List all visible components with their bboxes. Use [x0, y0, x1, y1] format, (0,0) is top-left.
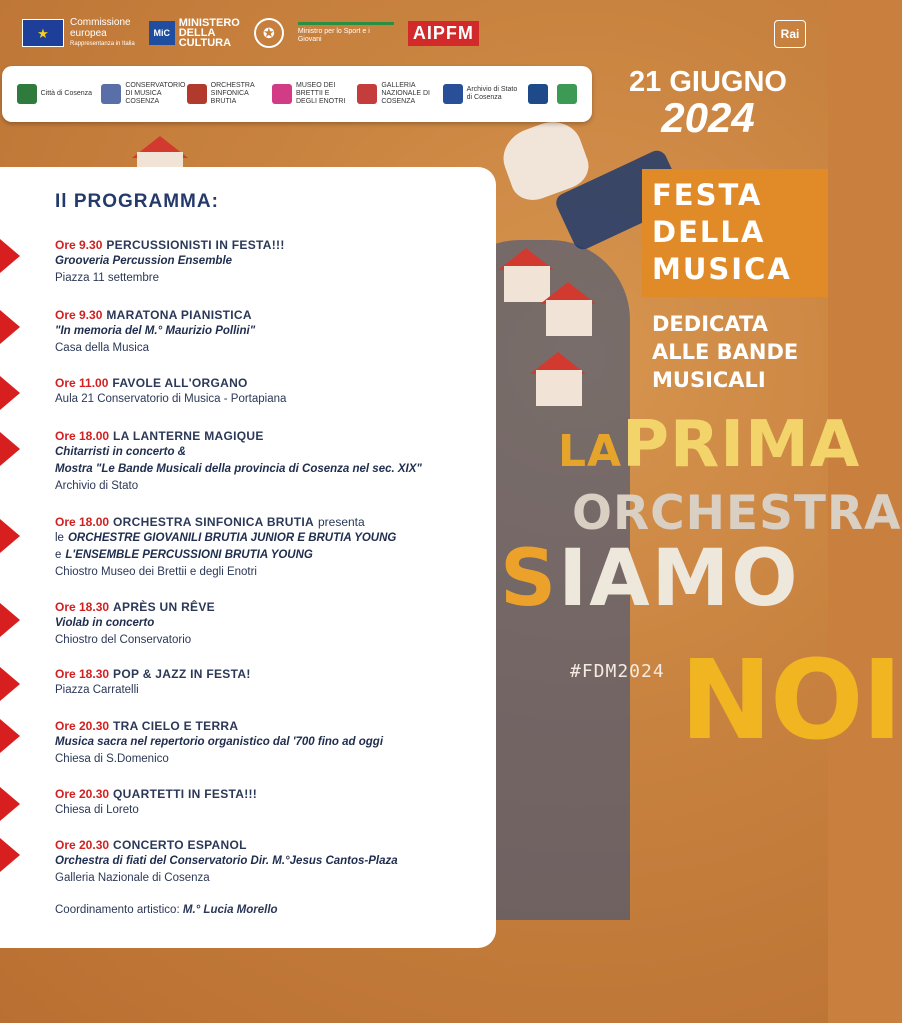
festa-title-line: MUSICA [652, 252, 792, 286]
program-title: Il PROGRAMMA: [55, 191, 219, 212]
event-title: TRA CIELO E TERRA [113, 719, 239, 733]
program-panel [0, 167, 496, 948]
partner-logo-text: GALLERIA NAZIONALE DI COSENZA [381, 82, 430, 105]
event-title: ORCHESTRA SINFONICA BRUTIA [113, 515, 314, 529]
event-venue: Casa della Musica [55, 342, 149, 354]
house-illustration [546, 300, 592, 336]
event-description-text: Violab in concerto [55, 617, 155, 629]
event-time: Ore 20.30 [55, 787, 110, 801]
partner-logo-mark [17, 84, 37, 104]
house-illustration [536, 370, 582, 406]
partner-logo [17, 84, 92, 104]
event-item [55, 237, 485, 287]
event-description-prefix: le [55, 532, 64, 544]
event-header [55, 307, 485, 323]
event-item [55, 599, 485, 649]
event-title: POP & JAZZ IN FESTA! [113, 667, 251, 681]
rai-logo: Rai [774, 20, 806, 48]
event-header [55, 599, 485, 615]
slogan-s: S [500, 534, 559, 624]
partner-logo-mark [357, 84, 377, 104]
event-time: Ore 18.30 [55, 600, 110, 614]
coordination-label: Coordinamento artistico: [55, 904, 180, 916]
mic-logo [149, 18, 240, 48]
partner-logo-text: Archivio di Stato di Cosenza [466, 86, 518, 101]
event-marker-arrow [0, 667, 20, 701]
event-description-prefix: e [55, 549, 62, 561]
event-title: FAVOLE ALL'ORGANO [112, 376, 248, 390]
event-title-suffix: presenta [317, 515, 365, 529]
event-description [55, 461, 485, 478]
event-item [55, 428, 485, 495]
partner-logos-bar [2, 66, 592, 122]
event-description [55, 444, 485, 461]
partner-logo-mark [557, 84, 577, 104]
event-time: Ore 9.30 [55, 308, 103, 322]
event-description-text: Musica sacra nel repertorio organistico dal '700 fino ad oggi [55, 736, 384, 748]
mic-logo-text: MINISTERO [178, 17, 240, 29]
coordination-name: M.° Lucia Morello [182, 904, 278, 916]
event-time: Ore 18.30 [55, 667, 110, 681]
event-header [55, 237, 485, 253]
event-description [55, 547, 485, 564]
partner-logo [187, 82, 263, 106]
partner-logo-mark [101, 84, 121, 104]
slogan-orchestra: ORCHESTRA [572, 486, 902, 541]
event-year: 2024 [661, 94, 755, 141]
partner-logo [443, 84, 519, 104]
event-marker-arrow [0, 376, 20, 410]
event-description [55, 323, 485, 340]
partner-logo [357, 82, 433, 106]
partner-logo-mark [443, 84, 463, 104]
event-venue: Aula 21 Conservatorio di Musica - Portapiana [55, 393, 287, 405]
event-header [55, 666, 485, 682]
event-description-text: ORCHESTRE GIOVANILI BRUTIA JUNIOR E BRUTIA YOUNG [67, 532, 397, 544]
mic-logo-text: DELLA [178, 27, 216, 39]
event-marker-arrow [0, 603, 20, 637]
event-item [55, 666, 485, 699]
festa-title-line: FESTA [652, 178, 763, 212]
event-venue: Galleria Nazionale di Cosenza [55, 872, 210, 884]
event-item [55, 786, 485, 819]
dedication-line: ALLE BANDE [652, 340, 799, 364]
event-item [55, 375, 485, 408]
partner-logo-text: Città di Cosenza [40, 90, 93, 97]
event-marker-arrow [0, 519, 20, 553]
event-time: Ore 20.30 [55, 838, 110, 852]
event-venue: Chiostro del Conservatorio [55, 634, 192, 646]
slogan-prima: PRIMA [622, 408, 861, 482]
event-description [55, 734, 485, 751]
partner-logo [557, 84, 577, 104]
slogan-noi: NOI [680, 636, 901, 764]
event-description-text: L'ENSEMBLE PERCUSSIONI BRUTIA YOUNG [65, 549, 313, 561]
event-description-text: Grooveria Percussion Ensemble [55, 255, 233, 267]
event-time: Ore 18.00 [55, 515, 110, 529]
italian-republic-emblem-icon: ✪ [254, 18, 284, 48]
sport-ministry-logo: Ministro per lo Sport e i Giovani [298, 22, 394, 44]
event-venue: Archivio di Stato [55, 480, 139, 492]
festa-della-musica-box [642, 169, 828, 297]
event-description [55, 253, 485, 270]
eu-logo-subtext: Rappresentanza in Italia [70, 40, 135, 47]
event-title: MARATONA PIANISTICA [106, 308, 252, 322]
slogan-iamo: IAMO [558, 534, 800, 624]
event-header [55, 375, 485, 391]
event-description [55, 615, 485, 632]
event-header [55, 837, 485, 853]
partner-logo [272, 82, 348, 106]
event-marker-arrow [0, 432, 20, 466]
partner-logo-text: ORCHESTRA SINFONICA BRUTIA [210, 82, 255, 105]
coordination [55, 904, 278, 916]
mic-logo-text: CULTURA [178, 37, 232, 49]
event-item [55, 307, 485, 357]
event-title: APRÈS UN RÊVE [113, 600, 215, 614]
event-item [55, 718, 485, 768]
event-venue: Piazza 11 settembre [55, 272, 159, 284]
event-venue: Piazza Carratelli [55, 684, 139, 696]
event-header [55, 786, 485, 802]
event-time: Ore 9.30 [55, 238, 103, 252]
partner-logo-text: MUSEO DEI BRETTII E DEGLI ENOTRI [296, 82, 346, 105]
event-marker-arrow [0, 719, 20, 753]
aipfm-logo: AIPFM [408, 21, 479, 46]
hashtag: #FDM2024 [570, 661, 665, 682]
event-description [55, 530, 485, 547]
event-marker-arrow [0, 838, 20, 872]
event-header [55, 718, 485, 734]
partner-logo [101, 82, 186, 106]
dedication-text [652, 310, 798, 394]
event-header [55, 514, 485, 530]
eu-flag-icon: ★ [22, 19, 64, 47]
dedication-line: MUSICALI [652, 368, 766, 392]
partner-logo-text: CONSERVATORIO DI MUSICA COSENZA [125, 82, 186, 105]
event-time: Ore 11.00 [55, 376, 109, 390]
event-item [55, 514, 485, 581]
eu-commission-logo [22, 17, 135, 50]
dedication-line: DEDICATA [652, 312, 769, 336]
event-description-text: Chitarristi in concerto & [55, 446, 186, 458]
event-marker-arrow [0, 239, 20, 273]
event-time: Ore 20.30 [55, 719, 110, 733]
slogan-siamo [500, 534, 800, 624]
event-time: Ore 18.00 [55, 429, 110, 443]
mic-badge: MiC [149, 21, 175, 45]
event-date: 21 GIUGNO [629, 66, 787, 98]
event-header [55, 428, 485, 444]
partner-logo-mark [272, 84, 292, 104]
event-title: QUARTETTI IN FESTA!!! [113, 787, 258, 801]
slogan-la: LA [558, 426, 623, 477]
event-title: PERCUSSIONISTI IN FESTA!!! [106, 238, 285, 252]
sponsor-logos [22, 8, 522, 58]
partner-logo-mark [528, 84, 548, 104]
event-venue: Chiesa di Loreto [55, 804, 139, 816]
event-description-text: Orchestra di fiati del Conservatorio Dir. M.°Jesus Cantos-Plaza [55, 855, 398, 867]
event-title: LA LANTERNE MAGIQUE [113, 429, 264, 443]
event-venue: Chiesa di S.Domenico [55, 753, 169, 765]
partner-logo-mark [187, 84, 207, 104]
event-description [55, 853, 485, 870]
event-marker-arrow [0, 787, 20, 821]
event-title: CONCERTO ESPANOL [113, 838, 247, 852]
event-venue: Chiostro Museo dei Brettii e degli Enotri [55, 566, 257, 578]
eu-logo-text: Commissione [70, 16, 131, 28]
event-item [55, 837, 485, 887]
partner-logo [528, 84, 548, 104]
festa-title-line: DELLA [652, 215, 766, 249]
event-description-text: Mostra "Le Bande Musicali della provincia di Cosenza nel sec. XIX" [55, 463, 422, 475]
eu-logo-text: europea [70, 27, 107, 39]
slogan-la-prima [558, 408, 860, 482]
event-marker-arrow [0, 310, 20, 344]
event-description-text: "In memoria del M.° Maurizio Pollini" [55, 325, 256, 337]
